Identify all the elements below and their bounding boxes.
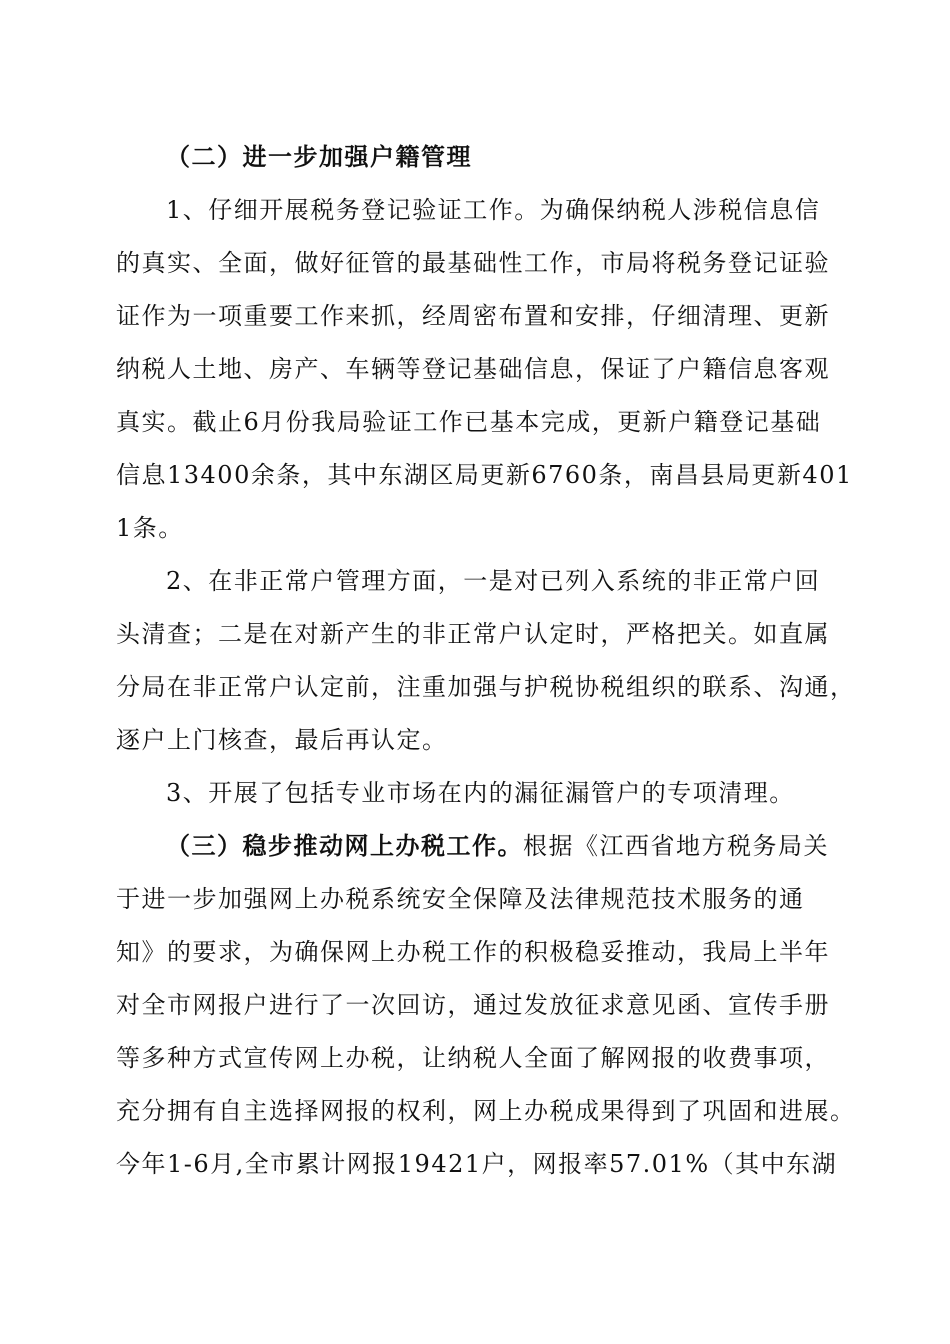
line-text: 于进一步加强网上办税系统安全保障及法律规范技术服务的通: [116, 885, 805, 913]
line-text: 知》的要求，为确保网上办税工作的积极稳妥推动，我局上半年: [116, 938, 830, 966]
paragraph-line: [166, 190, 846, 230]
paragraph-line: [166, 826, 846, 866]
heading-text: （二）进一步加强户籍管理: [166, 142, 472, 171]
line-text: 头清查；二是在对新产生的非正常户认定时，严格把关。如直属: [116, 620, 830, 648]
paragraph-line: [116, 508, 846, 548]
line-text: 逐户上门核查，最后再认定。: [116, 726, 448, 754]
line-text: 今年1-6月,全市累计网报19421户，网报率57.01%（其中东湖: [116, 1150, 838, 1178]
paragraph-line: [116, 455, 853, 495]
paragraph-line: [116, 932, 846, 972]
paragraph-line: [116, 720, 846, 760]
line-text: 等多种方式宣传网上办税，让纳税人全面了解网报的收费事项，: [116, 1044, 830, 1072]
section-heading-inline: （三）稳步推动网上办税工作。: [166, 831, 523, 860]
line-text: 3、开展了包括专业市场在内的漏征漏管户的专项清理。: [166, 779, 795, 807]
paragraph-line: [166, 561, 846, 601]
line-text: 的真实、全面，做好征管的最基础性工作，市局将税务登记证验: [116, 249, 830, 277]
line-text: 真实。截止6月份我局验证工作已基本完成，更新户籍登记基础: [116, 408, 822, 436]
line-text: 根据《江西省地方税务局关: [523, 832, 829, 860]
paragraph-line: [116, 667, 856, 707]
line-text: 证作为一项重要工作来抓，经周密布置和安排，仔细清理、更新: [116, 302, 830, 330]
line-text: 对全市网报户进行了一次回访，通过发放征求意见函、宣传手册: [116, 991, 830, 1019]
paragraph-line: [116, 1091, 856, 1131]
paragraph-line: [116, 614, 846, 654]
paragraph-line: [116, 402, 846, 442]
line-text: 1、仔细开展税务登记验证工作。为确保纳税人涉税信息信: [166, 196, 821, 224]
line-text: 纳税人土地、房产、车辆等登记基础信息，保证了户籍信息客观: [116, 355, 830, 383]
paragraph-line: [116, 349, 846, 389]
paragraph-line: [166, 773, 846, 813]
section-heading: [166, 137, 846, 177]
line-text: 分局在非正常户认定前，注重加强与护税协税组织的联系、沟通，: [116, 673, 856, 701]
paragraph-line: [116, 985, 846, 1025]
line-text: 1条。: [116, 514, 184, 542]
line-text: 2、在非正常户管理方面，一是对已列入系统的非正常户回: [166, 567, 821, 595]
paragraph-line: [116, 879, 846, 919]
paragraph-line: [116, 1144, 846, 1184]
paragraph-line: [116, 1038, 846, 1078]
line-text: 信息13400余条，其中东湖区局更新6760条，南昌县局更新401: [116, 461, 853, 489]
paragraph-line: [116, 296, 846, 336]
line-text: 充分拥有自主选择网报的权利，网上办税成果得到了巩固和进展。: [116, 1097, 856, 1125]
paragraph-line: [116, 243, 846, 283]
